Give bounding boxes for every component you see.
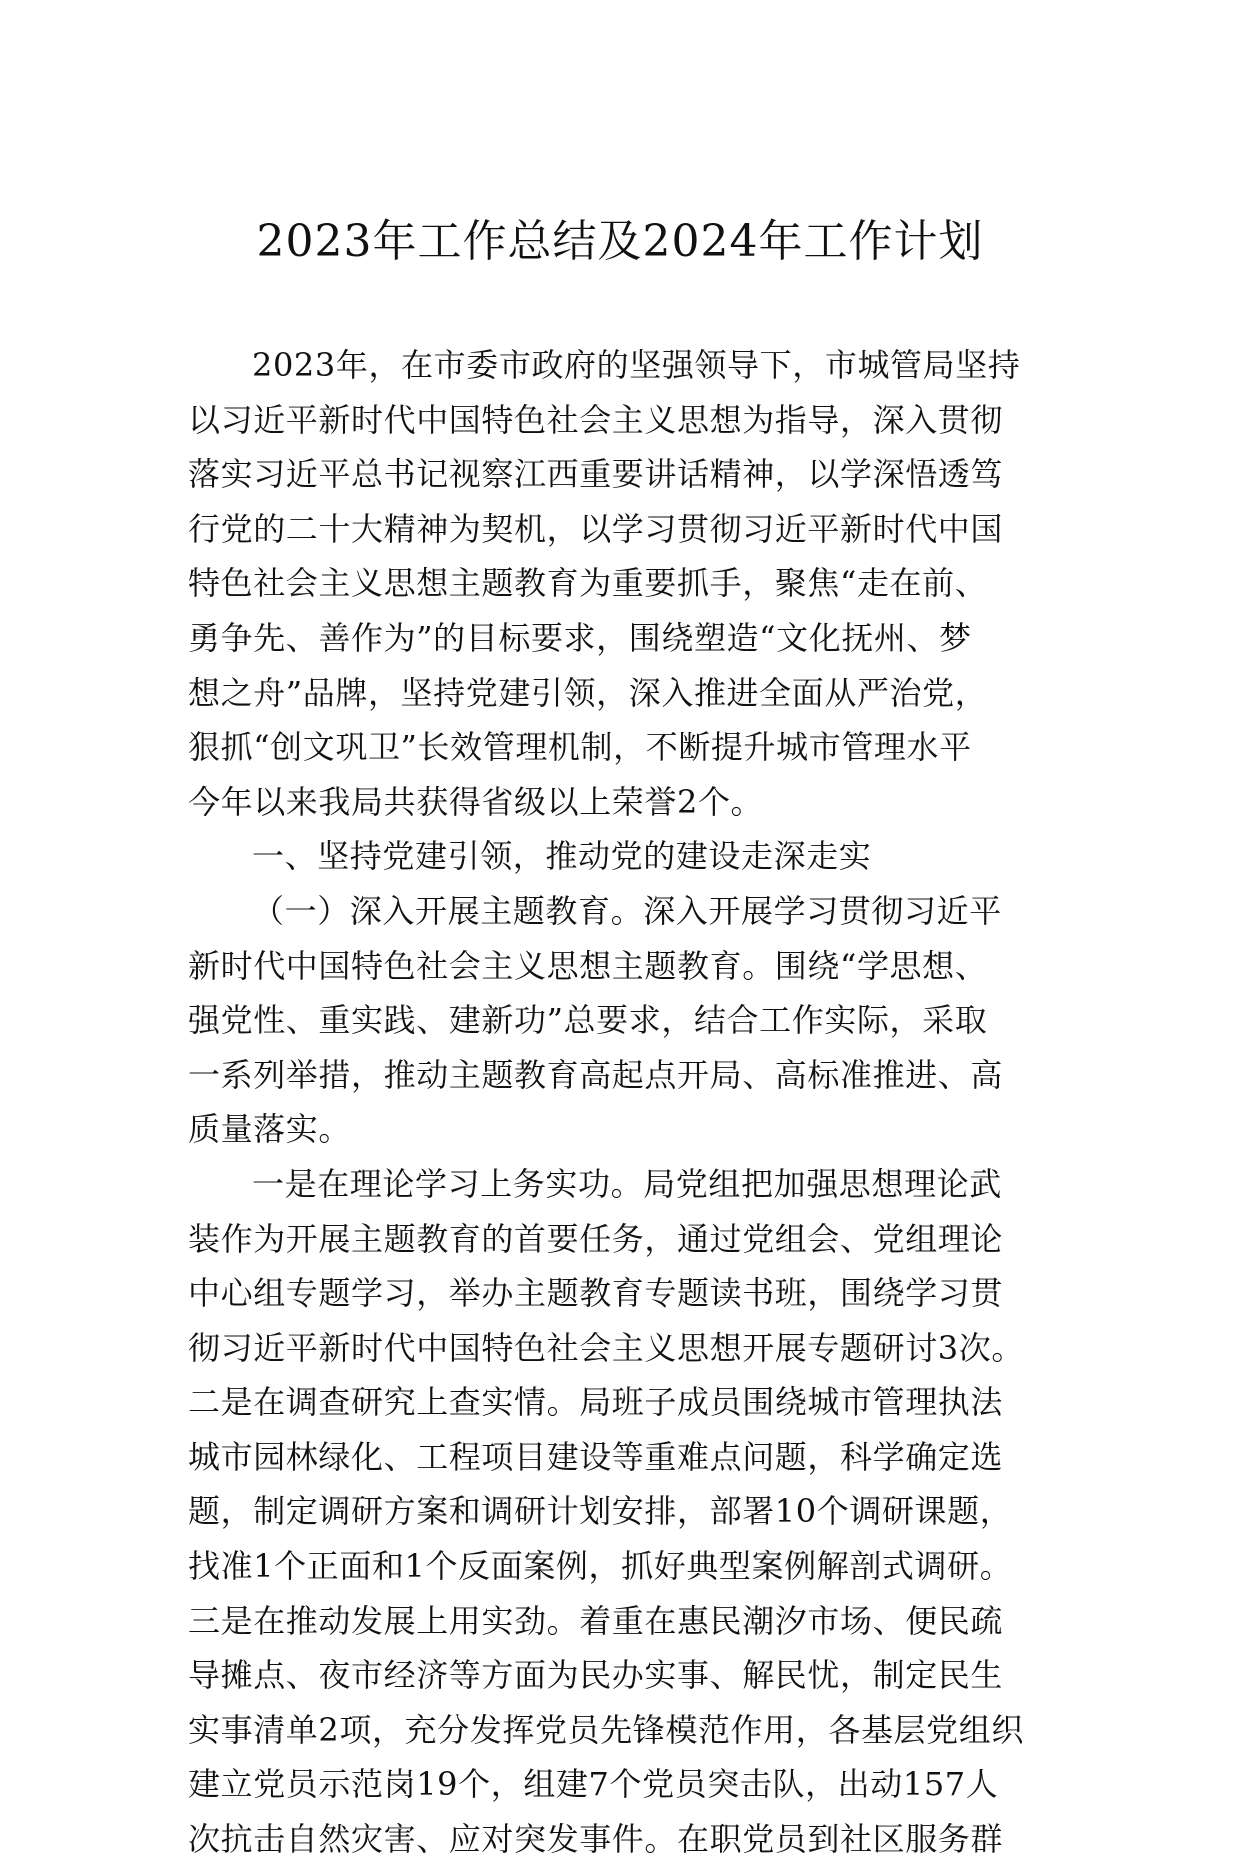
paragraph-line: 特色社会主义思想主题教育为重要抓手，聚焦“走在前、 (188, 564, 988, 603)
paragraph-line: 以习近平新时代中国特色社会主义思想为指导，深入贯彻 (188, 400, 1004, 439)
paragraph-line: 三是在推动发展上用实劲。着重在惠民潮汐市场、便民疏 (188, 1601, 1004, 1640)
document-title: 2023年工作总结及2024年工作计划 (256, 216, 984, 267)
paragraph-line: 质量落实。 (188, 1110, 352, 1149)
paragraph-line: 建立党员示范岗19个，组建7个党员突击队，出动157人 (188, 1765, 999, 1804)
paragraph-line: 落实习近平总书记视察江西重要讲话精神，以学深悟透笃 (188, 455, 1004, 494)
paragraph-line: 彻习近平新时代中国特色社会主义思想开展专题研讨3次。 (188, 1328, 1024, 1367)
paragraph-line: 行党的二十大精神为契机，以学习贯彻习近平新时代中国 (188, 509, 1004, 548)
paragraph-line: 实事清单2项，充分发挥党员先锋模范作用，各基层党组织 (188, 1710, 1024, 1749)
paragraph-line: 狠抓“创文巩卫”长效管理机制，不断提升城市管理水平 (188, 728, 972, 767)
paragraph-line: 勇争先、善作为”的目标要求，围绕塑造“文化抚州、梦 (188, 618, 972, 657)
paragraph-line: 一是在理论学习上务实功。局党组把加强思想理论武 (252, 1164, 1002, 1203)
paragraph-line: 今年以来我局共获得省级以上荣誉2个。 (188, 782, 764, 821)
paragraph-line: 二是在调查研究上查实情。局班子成员围绕城市管理执法 (188, 1383, 1004, 1422)
section-heading: 一、坚持党建引领，推动党的建设走深走实 (252, 837, 872, 876)
paragraph-line: 次抗击自然灾害、应对突发事件。在职党员到社区服务群 (188, 1820, 1004, 1859)
subsection-heading-line: （一）深入开展主题教育。深入开展学习贯彻习近平 (252, 891, 1002, 930)
document-body (188, 338, 1054, 1867)
paragraph-line: 一系列举措，推动主题教育高起点开局、高标准推进、高 (188, 1055, 1004, 1094)
paragraph-line: 城市园林绿化、工程项目建设等重难点问题，科学确定选 (188, 1437, 1004, 1476)
paragraph-line: 2023年，在市委市政府的坚强领导下，市城管局坚持 (252, 346, 1021, 384)
paragraph-line: 强党性、重实践、建新功”总要求，结合工作实际，采取 (188, 1001, 988, 1040)
paragraph-line: 装作为开展主题教育的首要任务，通过党组会、党组理论 (188, 1219, 1004, 1258)
paragraph-line: 新时代中国特色社会主义思想主题教育。围绕“学思想、 (188, 946, 988, 985)
paragraph-line: 想之舟”品牌，坚持党建引领，深入推进全面从严治党， (188, 673, 988, 712)
paragraph-line: 题，制定调研方案和调研计划安排，部署10个调研课题， (188, 1492, 1013, 1531)
paragraph-line: 中心组专题学习，举办主题教育专题读书班，围绕学习贯 (188, 1274, 1004, 1313)
paragraph-line: 导摊点、夜市经济等方面为民办实事、解民忧，制定民生 (188, 1656, 1004, 1695)
paragraph-line: 找准1个正面和1个反面案例，抓好典型案例解剖式调研。 (188, 1547, 1013, 1586)
